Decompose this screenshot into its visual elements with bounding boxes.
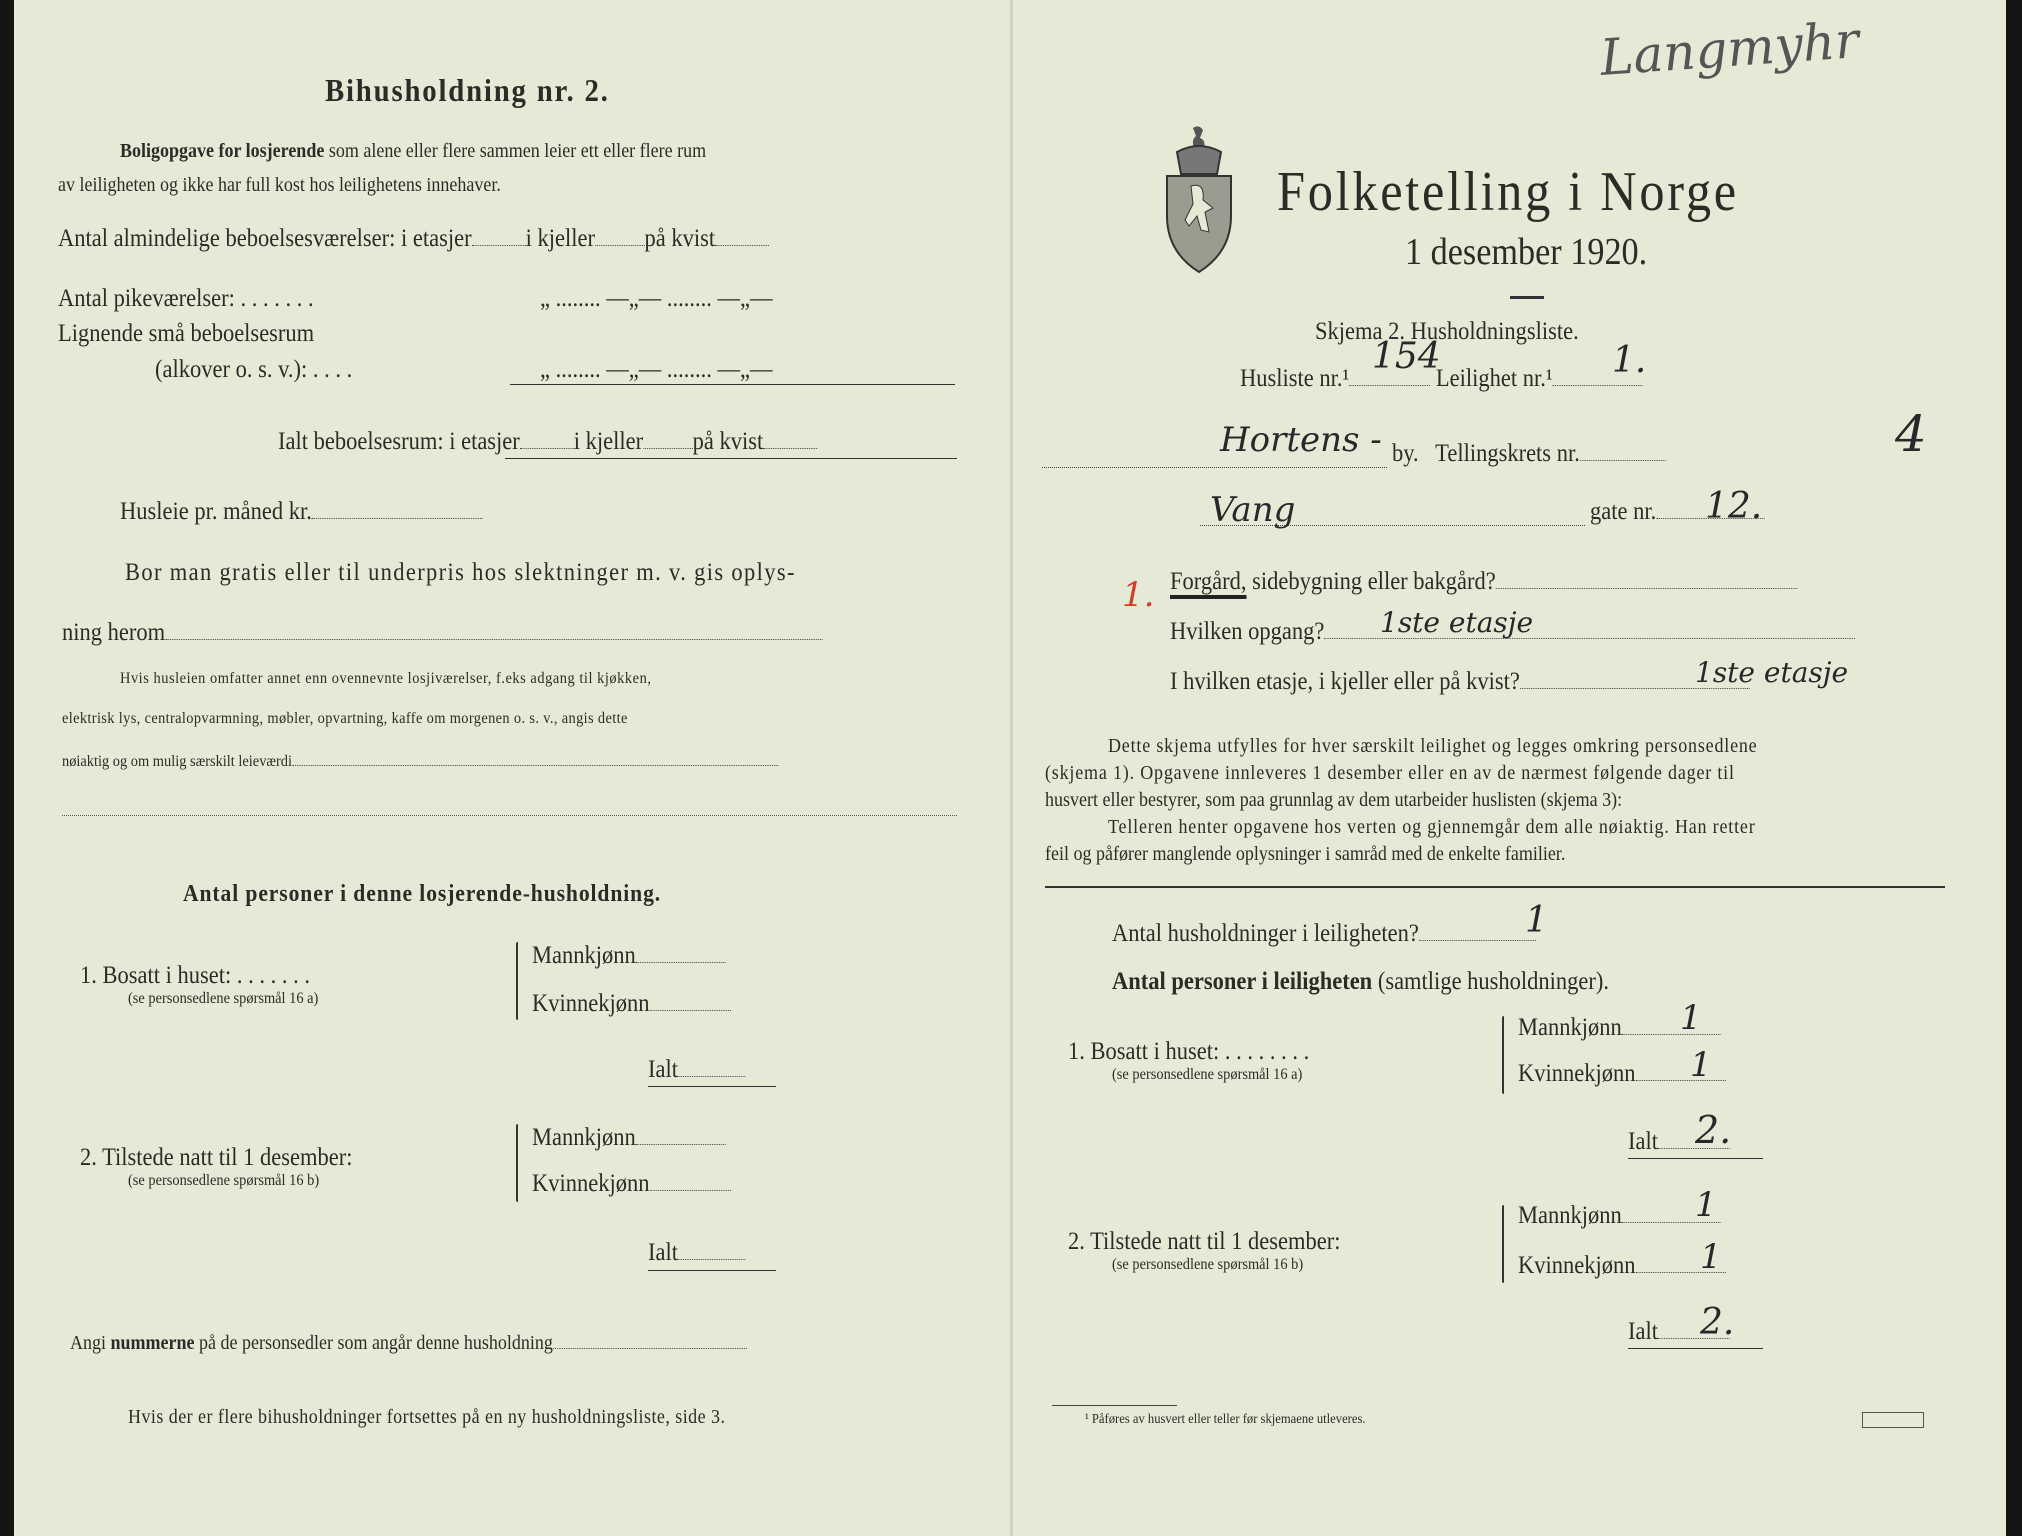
scan-edge-right [2006,0,2022,1536]
right-q1: 1. Bosatt i huset: . . . . . . . . [1068,1038,1310,1065]
bor-man-text: Bor man gratis eller til underpris hos slektninger m. v. gis oplys- [125,559,796,586]
opgang-row: Hvilken opgang? [1170,618,1855,646]
right-q1-ialt: Ialt [1628,1128,1730,1156]
instructions-line5: feil og påfører manglende oplysninger i samråd med de enkelte familier. [1045,843,1566,865]
right-q2-ialt: Ialt [1628,1318,1730,1346]
pike-label: Antal pikeværelser: . . . . . . . [58,285,314,312]
pike-ditto: „ ........ —„— ........ —„— [540,285,773,312]
page-fold [1010,0,1013,1536]
norway-coat-of-arms-icon [1163,124,1235,274]
alkover-label: (alkover o. s. v.): . . . . [155,356,353,383]
instructions-line1: Dette skjema utfylles for hver særskilt leilighet og legges omkring personsedlene [1108,735,1758,757]
left-q1: 1. Bosatt i huset: . . . . . . . [80,962,311,989]
husliste-row: Husliste nr.¹ Leilighet nr.¹ [1240,365,1643,393]
by-value: Hortens - [1220,420,1382,460]
gate-nr-value: 12. [1705,486,1763,527]
forgard-row: Forgård, sidebygning eller bakgård? [1170,568,1797,596]
gate-value: Vang [1210,490,1296,530]
ning-herom: ning herom [62,619,822,647]
alkover-ditto: „ ........ —„— ........ —„— [540,356,773,383]
left-q2-ialt: Ialt [648,1239,745,1267]
left-title: Bihusholdning nr. 2. [325,72,610,108]
hvis-line1: Hvis husleien omfatter annet enn ovennevnte losjiværelser, f.eks adgang til kjøkken, [120,670,652,687]
left-q1-sub: (se personsedlene spørsmål 16 a) [128,990,319,1007]
left-q2: 2. Tilstede natt til 1 desember: [80,1144,353,1171]
left-q2-mann: Mannkjønn [532,1124,726,1152]
right-q1-mann-value: 1 [1680,998,1702,1038]
right-q2-mann: Mannkjønn [1518,1202,1721,1230]
right-q2-sub: (se personsedlene spørsmål 16 b) [1112,1256,1304,1273]
right-q2-mann-value: 1 [1695,1185,1717,1225]
husleie-label: Husleie pr. måned kr. [120,498,483,526]
left-q1-mann: Mannkjønn [532,942,726,970]
left-q2-kvinne: Kvinnekjønn [532,1170,730,1198]
right-q2-ialt-value: 2. [1700,1302,1735,1343]
angi-text: Angi nummerne på de personsedler som angår denne husholdning [70,1332,746,1355]
left-q2-sub: (se personsedlene spørsmål 16 b) [128,1172,320,1189]
right-q1-sub: (se personsedlene spørsmål 16 a) [1112,1066,1303,1083]
form-date: 1 desember 1920. [1405,231,1648,273]
intro-text: som alene eller flere sammen leier ett eller flere rum [328,140,707,162]
right-q1-kvinne: Kvinnekjønn [1518,1060,1725,1088]
antal-hush-row: Antal husholdninger i leiligheten? [1112,920,1536,948]
etasje-value: 1ste etasje [1695,656,1849,689]
hvis-line2: elektrisk lys, centralopvarmning, møbler, opvartning, kaffe om morgenen o. s. v., angis dette [62,710,628,727]
by-row: by. Tellingskrets nr. [1392,440,1665,468]
left-persons-heading: Antal personer i denne losjerende-husholdning. [183,881,662,907]
left-q1-kvinne: Kvinnekjønn [532,990,730,1018]
intro-bold: Boligopgave for losjerende [120,140,325,162]
opgang-value: 1ste etasje [1380,606,1534,639]
red-mark: 1. [1122,575,1155,615]
right-q2-kvinne-value: 1 [1700,1237,1722,1277]
hvis-line3: nøiaktig og om mulig særskilt leieværdi [62,753,778,771]
right-q1-kvinne-value: 1 [1690,1045,1712,1085]
left-footer: Hvis der er flere bihusholdninger fortsettes på en ny husholdningsliste, side 3. [128,1406,726,1428]
scan-edge-left [0,0,14,1536]
instructions-line3: husvert eller bestyrer, som paa grunnlag av dem utarbeider huslisten (skjema 3): [1045,789,1623,811]
antal-hush-value: 1 [1525,900,1548,941]
left-q1-ialt: Ialt [648,1056,745,1084]
intro-line2: av leiligheten og ikke har full kost hos leilighetens innehaver. [58,174,501,196]
husliste-value: 154 [1372,336,1441,377]
skjema-label: Skjema 2. Husholdningsliste. [1315,318,1579,345]
gate-row: gate nr. [1590,498,1764,526]
rooms-label: Antal almindelige beboelsesværelser: i etasjer i kjeller på kvist [58,225,769,253]
instructions-line4: Telleren henter opgavene hos verten og gjennemgår dem alle nøiaktig. Han retter [1108,816,1756,838]
instructions-line2: (skjema 1). Opgavene innleveres 1 desember eller en av de nærmest følgende dager til [1045,762,1735,784]
printer-stamp [1862,1412,1924,1428]
right-q1-mann: Mannkjønn [1518,1014,1721,1042]
handwritten-top: Langmyhr [1598,11,1861,87]
ialt-rum-label: Ialt beboelsesrum: i etasjer i kjeller på kvist [278,428,817,456]
etasje-row: I hvilken etasje, i kjeller eller på kvist? [1170,668,1749,696]
right-q2-kvinne: Kvinnekjønn [1518,1252,1725,1280]
footnote: ¹ Påføres av husvert eller teller før skjemaene utleveres. [1085,1412,1366,1427]
lignende-label: Lignende små beboelsesrum [58,320,315,347]
form-title: Folketelling i Norge [1277,161,1739,223]
right-persons-heading: Antal personer i leiligheten (samtlige husholdninger). [1112,968,1610,995]
leilighet-value: 1. [1612,340,1647,381]
right-q1-ialt-value: 2. [1695,1108,1732,1152]
right-q2: 2. Tilstede natt til 1 desember: [1068,1228,1341,1255]
krets-value: 4 [1895,405,1927,463]
